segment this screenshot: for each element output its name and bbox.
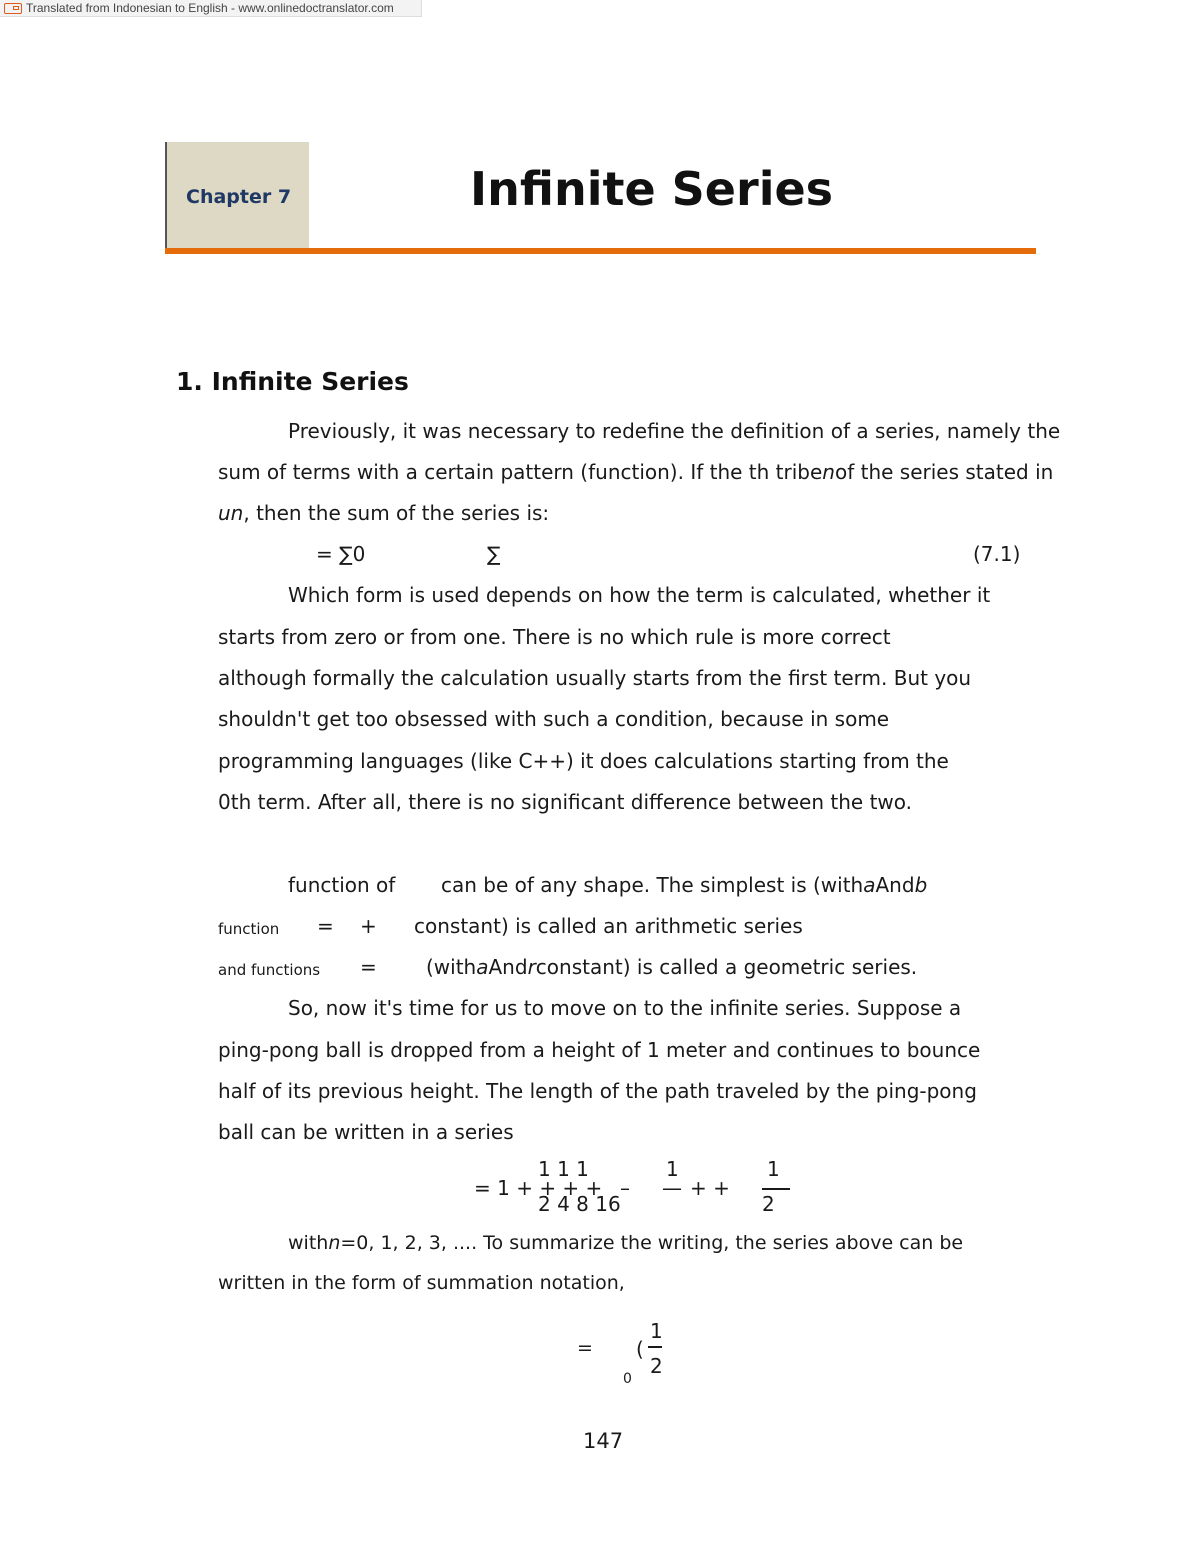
paragraph-line xyxy=(426,955,917,979)
translate-icon xyxy=(4,3,22,14)
plus-sign: + xyxy=(360,914,377,938)
page-number: 147 xyxy=(583,1429,624,1453)
fraction-denominator: 2 xyxy=(650,1354,663,1378)
summation-index: 0 xyxy=(623,1371,632,1387)
equals-sign: = xyxy=(577,1337,593,1359)
fraction-bar xyxy=(762,1188,790,1190)
paragraph-line: 0th term. After all, there is no significant difference between the two. xyxy=(218,790,913,814)
text-run: (with xyxy=(426,955,477,979)
series-denominator: 2 xyxy=(762,1192,775,1216)
paragraph-line: starts from zero or from one. There is no which rule is more correct xyxy=(218,625,891,649)
series-dash: – xyxy=(620,1176,630,1200)
translation-banner[interactable] xyxy=(0,0,422,17)
small-label: function xyxy=(218,920,280,938)
paragraph-line: programming languages (like C++) it does calculations starting from the xyxy=(218,749,949,773)
parenthesis: ( xyxy=(636,1337,644,1361)
math-variable: a xyxy=(476,955,489,979)
text-run: of the series stated in xyxy=(834,460,1054,484)
text-run: can be of any shape. The simplest is (with xyxy=(441,873,864,897)
paragraph-line: shouldn't get too obsessed with such a condition, because in some xyxy=(218,707,890,731)
series-main: = 1 + + + + xyxy=(474,1176,603,1200)
fraction-bar: — xyxy=(662,1176,682,1200)
translation-banner-text: Translated from Indonesian to English - www.onlinedoctranslator.com xyxy=(26,1,394,15)
paragraph-line xyxy=(218,501,549,525)
text-run: And xyxy=(875,873,915,897)
text-run: And xyxy=(488,955,528,979)
paragraph-line xyxy=(441,873,927,897)
paragraph-line: ball can be written in a series xyxy=(218,1120,514,1144)
text-run: =0, 1, 2, 3, .... To summarize the writing, the series above can be xyxy=(340,1232,964,1254)
series-numerator: 1 xyxy=(767,1157,780,1181)
equals-sign: = xyxy=(360,955,377,979)
math-variable: b xyxy=(914,873,928,897)
math-variable: r xyxy=(527,955,536,979)
equals-sign: = xyxy=(317,914,334,938)
chapter-label: Chapter 7 xyxy=(186,186,292,208)
series-numerators: 1 1 1 xyxy=(538,1157,589,1181)
text-run: , then the sum of the series is: xyxy=(243,501,550,525)
chapter-divider xyxy=(165,248,1036,254)
paragraph-line: written in the form of summation notation, xyxy=(218,1272,625,1294)
math-variable: un xyxy=(218,501,244,525)
paragraph-line: although formally the calculation usually starts from the first term. But you xyxy=(218,666,972,690)
fraction-numerator: 1 xyxy=(650,1319,663,1343)
paragraph-line: So, now it's time for us to move on to the infinite series. Suppose a xyxy=(288,996,962,1020)
equation-lhs: = ∑0 xyxy=(316,542,366,566)
paragraph-line: function of xyxy=(288,873,396,897)
paragraph-line: half of its previous height. The length of the path traveled by the ping-pong xyxy=(218,1079,977,1103)
small-label: and functions xyxy=(218,961,321,979)
text-run: with xyxy=(288,1232,329,1254)
math-variable: n xyxy=(822,460,835,484)
paragraph-line: Which form is used depends on how the term is calculated, whether it xyxy=(288,583,991,607)
text-run: sum of terms with a certain pattern (function). If the th tribe xyxy=(218,460,823,484)
equation-number: (7.1) xyxy=(973,542,1021,566)
fraction-bar xyxy=(648,1346,662,1348)
math-variable: a xyxy=(863,873,876,897)
series-plus: + + xyxy=(690,1176,730,1200)
series-numerator: 1 xyxy=(666,1157,679,1181)
text-run: constant) is called a geometric series. xyxy=(535,955,918,979)
paragraph-line: constant) is called an arithmetic series xyxy=(414,914,803,938)
paragraph-line xyxy=(288,1232,963,1254)
chapter-title: Infinite Series xyxy=(470,162,834,216)
section-heading: 1. Infinite Series xyxy=(176,367,409,396)
math-variable: n xyxy=(328,1232,341,1254)
sigma-symbol: ∑ xyxy=(487,542,501,566)
series-denominators: 2 4 8 16 xyxy=(538,1192,621,1216)
paragraph-line xyxy=(218,460,1053,484)
paragraph-line: Previously, it was necessary to redefine the definition of a series, namely the xyxy=(288,419,1061,443)
paragraph-line: ping-pong ball is dropped from a height of 1 meter and continues to bounce xyxy=(218,1038,981,1062)
